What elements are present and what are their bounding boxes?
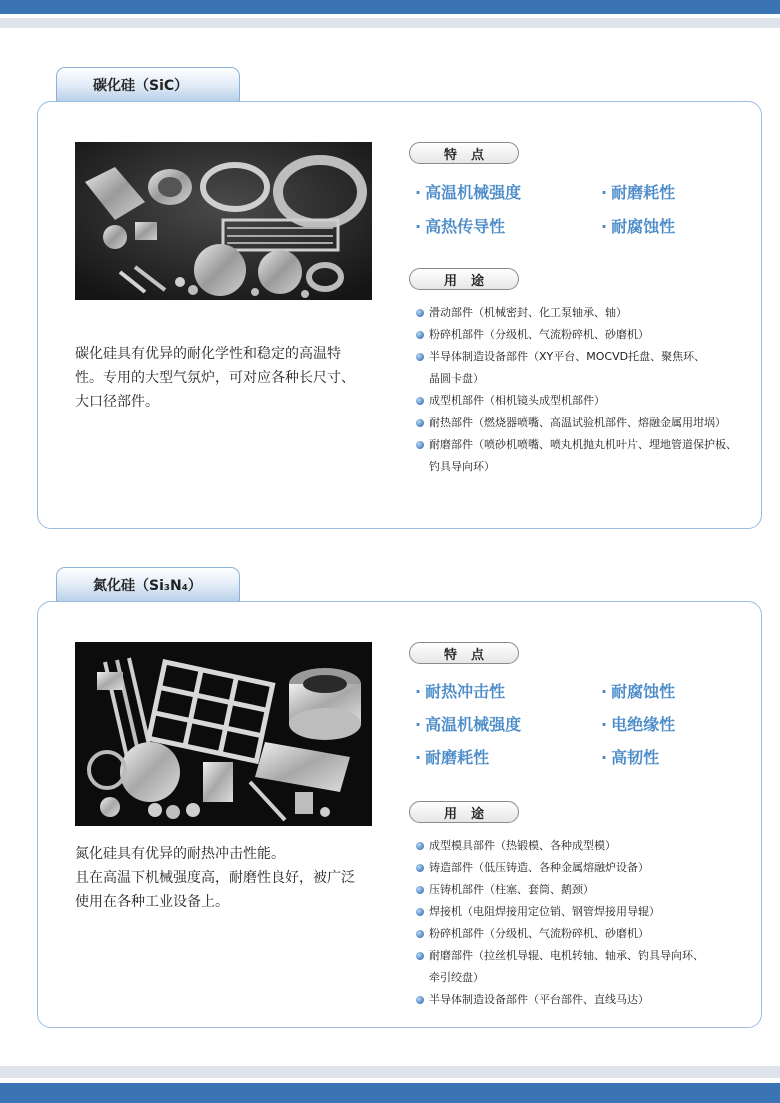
use-item: 成型模具部件（热锻模、各种成型模） <box>416 835 761 857</box>
section-title: 碳化硅（SiC） <box>93 77 189 94</box>
feature-item: · 耐热冲击性 <box>415 682 506 701</box>
feature-text: 耐腐蚀性 <box>611 682 676 701</box>
description-line: 碳化硅具有优异的耐化学性和稳定的高温特 <box>75 346 341 362</box>
uses-label: 用途 <box>409 801 519 823</box>
feature-item: · 高热传导性 <box>415 217 506 236</box>
section-title: 氮化硅（Si₃N₄） <box>93 577 202 594</box>
feature-item: · 高温机械强度 <box>415 183 522 202</box>
feature-text: 高韧性 <box>611 748 660 767</box>
sic-parts-photo <box>75 142 372 300</box>
description-line: 氮化硅具有优异的耐热冲击性能。 <box>75 846 285 862</box>
bullet-icon <box>416 952 424 960</box>
use-item: 铸造部件（低压铸造、各种金属熔融炉设备） <box>416 857 761 879</box>
top-band-light <box>0 18 780 28</box>
features-label: 特点 <box>409 642 519 664</box>
feature-text: 高温机械强度 <box>425 183 522 202</box>
si3n4-parts-photo <box>75 642 372 826</box>
bullet-icon <box>416 842 424 850</box>
description-line: 大口径部件。 <box>75 394 159 410</box>
si3n4-description <box>75 842 375 914</box>
feature-item: · 耐腐蚀性 <box>601 217 676 236</box>
bullet-icon <box>416 397 424 405</box>
feature-item: · 耐磨耗性 <box>415 748 490 767</box>
bottom-band-dark <box>0 1083 780 1103</box>
bullet-icon <box>416 331 424 339</box>
description-line: 使用在各种工业设备上。 <box>75 894 229 910</box>
feature-text: 高热传导性 <box>425 217 506 236</box>
bottom-band-light <box>0 1066 780 1078</box>
use-item: 半导体制造设备部件（平台部件、直线马达） <box>416 989 761 1011</box>
use-item: 粉碎机部件（分级机、气流粉碎机、砂磨机） <box>416 923 761 945</box>
use-item: 粉碎机部件（分级机、气流粉碎机、砂磨机） <box>416 324 761 346</box>
bullet-icon <box>416 864 424 872</box>
use-item: 耐磨部件（拉丝机导辊、电机转轴、轴承、钓具导向环、 牵引绞盘） <box>416 945 761 989</box>
feature-text: 耐腐蚀性 <box>611 217 676 236</box>
bullet-icon <box>416 930 424 938</box>
feature-item: · 高韧性 <box>601 748 660 767</box>
feature-item: · 耐磨耗性 <box>601 183 676 202</box>
feature-text: 高温机械强度 <box>425 715 522 734</box>
description-line: 性。专用的大型气氛炉，可对应各种长尺寸、 <box>75 370 355 386</box>
use-item: 半导体制造设备部件（XY平台、MOCVD托盘、聚焦环、 晶圆卡盘） <box>416 346 761 390</box>
section-panel-sic <box>37 101 762 529</box>
feature-item: · 耐腐蚀性 <box>601 682 676 701</box>
bullet-icon <box>416 908 424 916</box>
feature-text: 电绝缘性 <box>611 715 676 734</box>
bullet-icon <box>416 309 424 317</box>
use-item: 成型机部件（相机镜头成型机部件） <box>416 390 761 412</box>
section-tab-sic <box>56 67 240 101</box>
top-band-dark <box>0 0 780 14</box>
section-panel-si3n4 <box>37 601 762 1028</box>
use-item: 滑动部件（机械密封、化工泵轴承、轴） <box>416 302 761 324</box>
use-item: 耐热部件（燃烧器喷嘴、高温试验机部件、熔融金属用坩埚） <box>416 412 761 434</box>
description-line: 且在高温下机械强度高，耐磨性良好，被广泛 <box>75 870 355 886</box>
use-item: 耐磨部件（喷砂机喷嘴、喷丸机抛丸机叶片、埋地管道保护板、 钓具导向环） <box>416 434 761 478</box>
bullet-icon <box>416 353 424 361</box>
feature-text: 耐热冲击性 <box>425 682 506 701</box>
feature-text: 耐磨耗性 <box>425 748 490 767</box>
features-label: 特点 <box>409 142 519 164</box>
feature-text: 耐磨耗性 <box>611 183 676 202</box>
section-tab-si3n4 <box>56 567 240 601</box>
use-item: 压铸机部件（柱塞、套筒、鹅颈） <box>416 879 761 901</box>
feature-item: · 高温机械强度 <box>415 715 522 734</box>
uses-label: 用途 <box>409 268 519 290</box>
uses-list <box>416 835 761 1011</box>
bullet-icon <box>416 996 424 1004</box>
bullet-icon <box>416 886 424 894</box>
use-item: 焊接机（电阻焊接用定位销、钢管焊接用导辊） <box>416 901 761 923</box>
bullet-icon <box>416 441 424 449</box>
feature-item: · 电绝缘性 <box>601 715 676 734</box>
sic-description <box>75 342 375 414</box>
bullet-icon <box>416 419 424 427</box>
uses-list <box>416 302 761 478</box>
